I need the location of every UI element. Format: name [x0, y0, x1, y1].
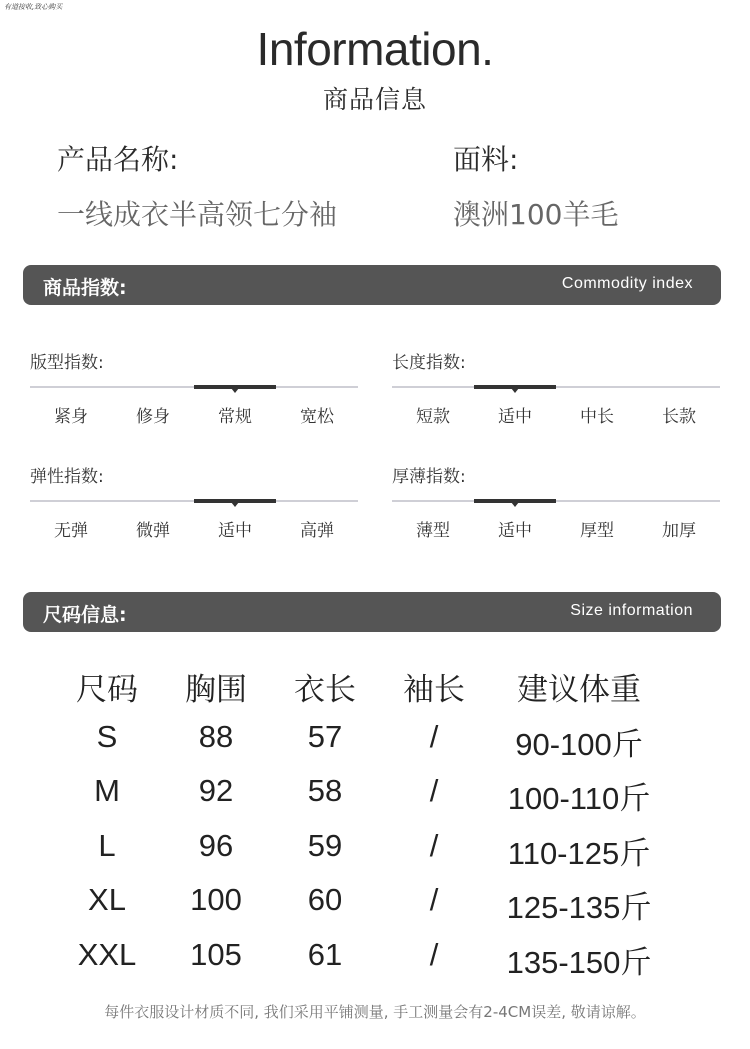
- index-option: 微弹: [136, 521, 170, 541]
- table-cell: 100: [190, 882, 242, 917]
- size-info-bar: [23, 592, 721, 632]
- product-name-label: 产品名称:: [57, 143, 179, 176]
- index-track: [392, 386, 720, 388]
- fabric-value: 澳洲100羊毛: [453, 198, 619, 231]
- caret-down-icon: [511, 388, 519, 393]
- table-cell: 58: [307, 773, 343, 808]
- table-cell: /: [429, 773, 439, 808]
- index-option: 修身: [136, 407, 170, 427]
- table-cell: 105: [190, 936, 242, 972]
- corner-note: 有道接收,致心购买: [4, 3, 63, 11]
- table-cell: XL: [88, 882, 126, 917]
- table-cell: 96: [198, 827, 234, 863]
- index-option: 常规: [218, 407, 252, 427]
- index-scale: [30, 462, 360, 562]
- product-name-value: 一线成衣半高领七分袖: [57, 198, 338, 231]
- table-cell: /: [429, 936, 439, 972]
- table-cell: XXL: [77, 936, 137, 972]
- fabric-label: 面料:: [453, 143, 519, 176]
- caret-down-icon: [231, 502, 239, 507]
- caret-down-icon: [231, 388, 239, 393]
- index-title: 弹性指数:: [30, 467, 104, 487]
- index-option: 中长: [580, 407, 614, 427]
- index-option: 短款: [416, 407, 450, 427]
- index-option: 宽松: [300, 407, 334, 427]
- index-option: 厚型: [580, 521, 614, 541]
- index-option: 适中: [218, 521, 252, 541]
- commodity-index-bar: [23, 265, 721, 305]
- size-info-title-cn: 尺码信息:: [43, 604, 127, 626]
- index-scale: [392, 348, 722, 448]
- table-header-cell: 衣长: [294, 672, 356, 708]
- index-option: 无弹: [54, 521, 88, 541]
- index-title: 长度指数:: [392, 353, 466, 373]
- table-cell: 59: [307, 827, 343, 863]
- index-option: 紧身: [54, 407, 88, 427]
- table-cell: M: [94, 773, 120, 808]
- table-header-cell: 胸围: [185, 672, 247, 708]
- table-header-cell: 袖长: [403, 672, 465, 708]
- table-cell: L: [98, 827, 116, 863]
- index-option: 适中: [498, 521, 532, 541]
- commodity-index-title-cn: 商品指数:: [43, 277, 127, 299]
- table-cell: 110-125斤: [507, 835, 651, 871]
- index-option: 高弹: [300, 521, 334, 541]
- table-cell: /: [429, 718, 439, 754]
- size-info-title-en: Size information: [570, 602, 693, 619]
- index-option: 加厚: [662, 521, 696, 541]
- index-option: 薄型: [416, 521, 450, 541]
- table-cell: 60: [307, 882, 343, 917]
- measurement-footnote: 每件衣服设计材质不同, 我们采用平铺测量, 手工测量会有2-4CM误差, 敬请谅解。: [104, 1003, 646, 1021]
- index-title: 厚薄指数:: [392, 467, 466, 487]
- index-option: 长款: [662, 407, 696, 427]
- table-cell: S: [96, 718, 118, 754]
- table-cell: 61: [307, 936, 343, 972]
- table-cell: 57: [307, 718, 343, 754]
- page-title-cn: 商品信息: [322, 85, 427, 114]
- commodity-index-title-en: Commodity index: [561, 275, 693, 292]
- table-cell: 92: [198, 773, 234, 808]
- table-cell: /: [429, 827, 439, 863]
- index-option: 适中: [498, 407, 532, 427]
- table-cell: 135-150斤: [506, 944, 652, 980]
- page-title-en: Information.: [256, 23, 494, 75]
- index-title: 版型指数:: [30, 353, 104, 373]
- table-cell: 100-110斤: [507, 781, 651, 816]
- table-cell: 125-135斤: [506, 890, 652, 925]
- caret-down-icon: [511, 502, 519, 507]
- index-scale: [392, 462, 722, 562]
- index-scale: [30, 348, 360, 448]
- table-header-cell: 建议体重: [517, 672, 641, 708]
- table-header-cell: 尺码: [76, 672, 138, 708]
- table-cell: /: [429, 882, 439, 917]
- index-track: [392, 500, 720, 502]
- table-cell: 90-100斤: [515, 726, 643, 762]
- table-cell: 88: [198, 718, 234, 754]
